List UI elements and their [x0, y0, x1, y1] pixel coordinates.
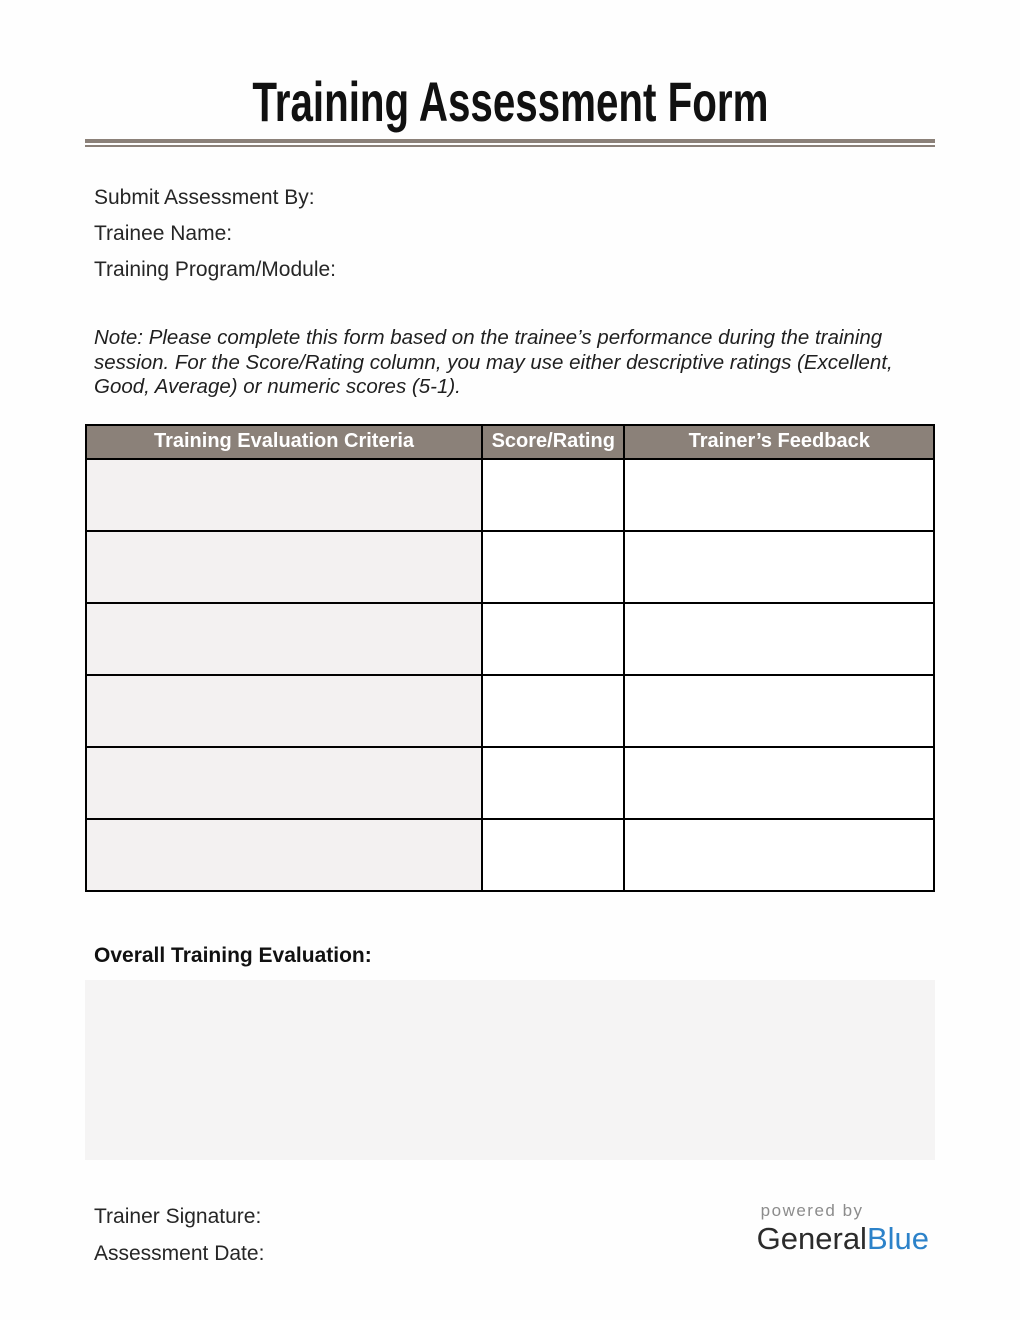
training-program-label: Training Program/Module: — [94, 258, 336, 281]
trainee-name-label: Trainee Name: — [94, 222, 233, 245]
page-title-text: Training Assessment Form — [251, 70, 769, 133]
title-divider-thin-line — [85, 145, 935, 147]
evaluation-table-body — [86, 459, 934, 891]
feedback-cell[interactable] — [624, 675, 934, 747]
footer — [85, 1200, 935, 1265]
feedback-cell[interactable] — [624, 819, 934, 891]
assessment-date-label: Assessment Date: — [94, 1241, 265, 1265]
score-cell[interactable] — [482, 675, 624, 747]
submit-assessment-by-label: Submit Assessment By: — [94, 186, 315, 209]
column-header-score-rating: Score/Rating — [482, 425, 624, 459]
score-cell[interactable] — [482, 747, 624, 819]
title-divider — [85, 139, 935, 147]
criteria-cell[interactable] — [86, 603, 482, 675]
feedback-cell[interactable] — [624, 459, 934, 531]
score-cell[interactable] — [482, 819, 624, 891]
evaluation-table-row — [86, 819, 934, 891]
feedback-cell[interactable] — [624, 603, 934, 675]
score-cell[interactable] — [482, 603, 624, 675]
general-blue-logo — [757, 1202, 929, 1254]
evaluation-table-header-row — [86, 425, 934, 459]
brand-name-blue: Blue — [866, 1220, 929, 1256]
overall-evaluation-label: Overall Training Evaluation: — [94, 943, 372, 967]
instructions-note: Note: Please complete this form based on the trainee’s performance during the training session. For the Score/Rating column, you may use either descriptive ratings (Excellent, Good, Average) or numeric scores (5-1). — [94, 326, 893, 398]
evaluation-table — [85, 424, 935, 892]
brand-name — [756, 1220, 929, 1256]
evaluation-table-row — [86, 531, 934, 603]
field-training-program — [94, 259, 935, 280]
evaluation-table-row — [86, 675, 934, 747]
evaluation-table-row — [86, 747, 934, 819]
evaluation-table-row — [86, 459, 934, 531]
criteria-cell[interactable] — [86, 531, 482, 603]
criteria-cell[interactable] — [86, 459, 482, 531]
brand-name-general: General — [756, 1220, 867, 1256]
field-trainee-name — [94, 223, 935, 244]
criteria-cell[interactable] — [86, 675, 482, 747]
feedback-cell[interactable] — [624, 531, 934, 603]
title-divider-thick-line — [85, 139, 935, 143]
column-header-training-evaluation-criteria: Training Evaluation Criteria — [86, 425, 482, 459]
criteria-cell[interactable] — [86, 747, 482, 819]
overall-evaluation-section — [85, 944, 935, 1160]
trainer-signature-label: Trainer Signature: — [94, 1204, 262, 1228]
header-fields — [94, 187, 935, 280]
overall-evaluation-input-area[interactable] — [85, 980, 935, 1160]
evaluation-table-row — [86, 603, 934, 675]
feedback-cell[interactable] — [624, 747, 934, 819]
criteria-cell[interactable] — [86, 819, 482, 891]
score-cell[interactable] — [482, 459, 624, 531]
powered-by-text: powered by — [760, 1200, 864, 1220]
field-submit-assessment-by — [94, 187, 935, 208]
score-cell[interactable] — [482, 531, 624, 603]
page-title — [85, 70, 935, 133]
column-header-trainers-feedback: Trainer’s Feedback — [624, 425, 934, 459]
